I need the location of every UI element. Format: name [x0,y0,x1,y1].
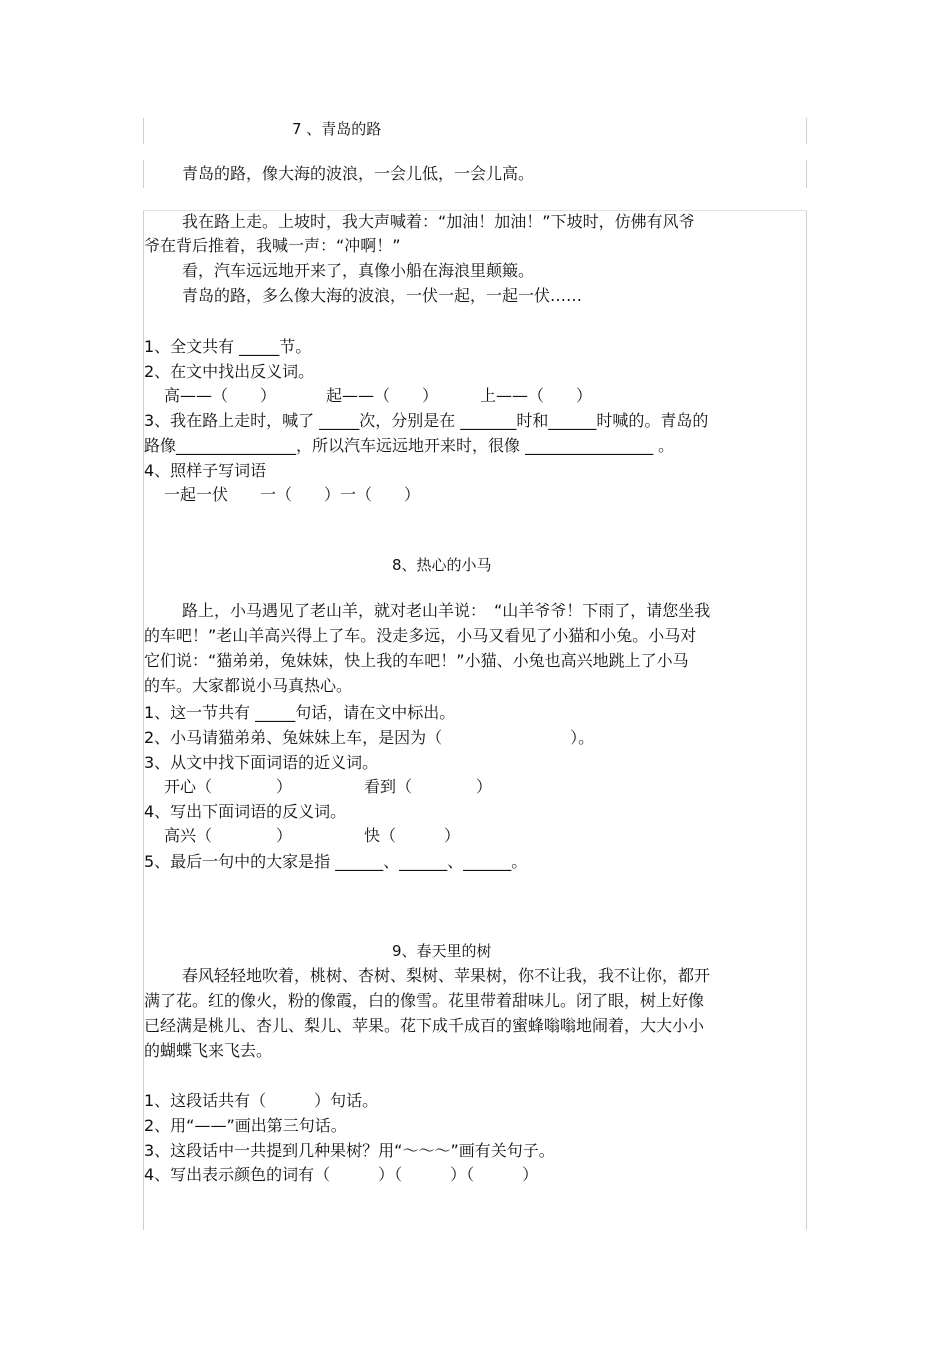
section-7-question-4: 4、照样子写词语 [144,461,267,480]
section-9-title: 9、春天里的树 [392,942,492,960]
section-9-paragraph-line-3: 已经满是桃儿、杏儿、梨儿、苹果。花下成千成百的蜜蜂嗡嗡地闹着，大大小小 [144,1016,705,1035]
section-8-question-2: 2、小马请猫弟弟、兔妹妹上车，是因为（ ）。 [144,728,595,747]
border-top [143,210,807,211]
section-7-title: 7 、青岛的路 [292,120,382,138]
section-9-question-1: 1、这段话共有（ ）句话。 [144,1091,379,1110]
section-8-question-3-item-b: 看到（ ） [364,777,493,796]
section-9-question-3: 3、这段话中一共提到几种果树？用“～～～”画有关句子。 [144,1141,555,1160]
section-8-question-4: 4、写出下面词语的反义词。 [144,802,347,821]
section-8-paragraph-line-3: 它们说：“猫弟弟，兔妹妹，快上我的车吧！”小猫、小兔也高兴地跳上了小马 [144,651,689,670]
section-8-paragraph-line-2: 的车吧！”老山羊高兴得上了车。没走多远，小马又看见了小猫和小兔。小马对 [144,626,697,645]
border-left-1 [143,118,144,144]
section-7-question-2-item-a: 高——（ ） [164,386,277,405]
section-9-question-4: 4、写出表示颜色的词有（ ）（ ）（ ） [144,1165,539,1184]
section-8-question-3: 3、从文中找下面词语的近义词。 [144,753,379,772]
section-7-question-3a: 3、我在路上走时，喊了 _____次，分别是在 _______时和______时喊的。青岛的 [144,411,709,430]
border-right-1 [806,118,807,144]
section-7-paragraph-4: 青岛的路，多么像大海的波浪，一伏一起，一起一伏…… [182,286,583,305]
border-left-2 [143,160,144,188]
section-7-paragraph-2b: 爷在背后推着，我喊一声：“冲啊！” [144,236,401,255]
section-8-question-4-item-a: 高兴（ ） [164,826,293,845]
section-8-title: 8、热心的小马 [392,556,492,574]
section-7-question-2-item-b: 起——（ ） [326,386,439,405]
border-right-2 [806,160,807,188]
section-9-paragraph-line-2: 满了花。红的像火，粉的像霞，白的像雪。花里带着甜味儿。闭了眼，树上好像 [144,991,705,1010]
section-8-paragraph-line-1: 路上，小马遇见了老山羊，就对老山羊说： “山羊爷爷！下雨了，请您坐我 [182,601,711,620]
section-7-question-3b: 路像_______________，所以汽车远远地开来时，很像 ________________ 。 [144,436,675,455]
section-9-paragraph-line-1: 春风轻轻地吹着，桃树、杏树、梨树、苹果树，你不让我，我不让你，都开 [182,966,711,985]
section-7-paragraph-2a: 我在路上走。上坡时，我大声喊着：“加油！加油！”下坡时，仿佛有风爷 [182,212,695,231]
section-8-question-4-item-b: 快（ ） [364,826,461,845]
section-9-paragraph-line-4: 的蝴蝶飞来飞去。 [144,1041,273,1060]
section-8-question-1: 1、这一节共有 _____句话，请在文中标出。 [144,703,456,722]
section-7-question-1: 1、全文共有 _____节。 [144,337,312,356]
section-7-question-2: 2、在文中找出反义词。 [144,362,315,381]
section-7-question-2-item-c: 上——（ ） [480,386,593,405]
section-8-question-5: 5、最后一句中的大家是指 ______、______、______。 [144,852,528,871]
section-7-paragraph-3: 看，汽车远远地开来了，真像小船在海浪里颠簸。 [182,261,535,280]
section-9-question-2: 2、用“——”画出第三句话。 [144,1116,347,1135]
section-7-paragraph-1: 青岛的路，像大海的波浪，一会儿低，一会儿高。 [182,164,535,183]
section-7-question-4-example: 一起一伏 一（ ）一（ ） [164,485,421,504]
section-8-paragraph-line-4: 的车。大家都说小马真热心。 [144,676,353,695]
border-right-3 [806,210,807,1230]
section-8-question-3-item-a: 开心（ ） [164,777,293,796]
